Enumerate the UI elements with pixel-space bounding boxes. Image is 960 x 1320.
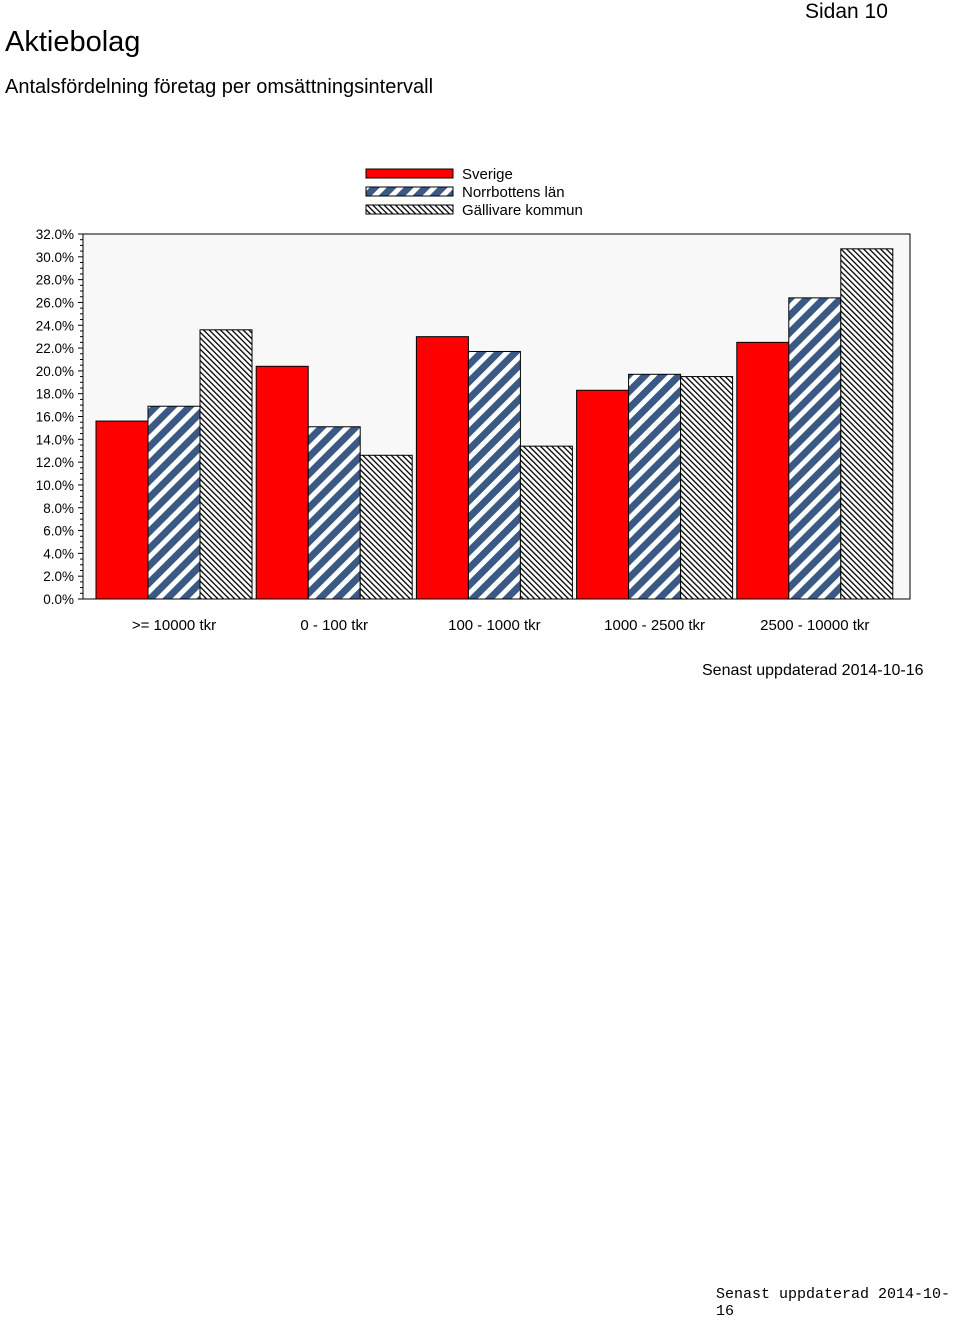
y-tick-label: 24.0% [35,318,74,334]
x-tick-label: >= 10000 tkr [131,617,217,634]
bar [200,330,252,599]
y-tick-label: 12.0% [35,455,74,471]
y-tick-label: 6.0% [43,523,74,539]
legend-swatch [366,187,453,196]
y-tick-label: 10.0% [35,477,74,493]
bar [416,337,468,599]
bar [520,446,572,599]
bar [96,421,148,599]
bar [841,249,893,599]
legend-label: Sverige [462,166,513,183]
bar [681,377,733,599]
y-tick-label: 16.0% [35,409,74,425]
chart-updated-note: Senast uppdaterad 2014-10-16 [702,662,924,679]
x-tick-label: 0 - 100 tkr [300,617,368,634]
legend-swatch [366,169,453,178]
x-tick-label: 1000 - 2500 tkr [604,617,706,634]
bar [360,455,412,599]
y-tick-label: 8.0% [43,500,74,516]
y-tick-label: 32.0% [35,227,74,242]
y-axis [36,227,83,607]
legend-label: Norrbottens län [462,184,565,201]
page-title: Aktiebolag [5,26,141,58]
y-tick-label: 26.0% [35,295,74,311]
bar [629,374,681,599]
bar [737,342,789,599]
footer-updated-note: Senast uppdaterad 2014-10-16 [716,1286,951,1320]
bar [577,390,629,599]
y-tick-label: 2.0% [43,569,74,585]
y-tick-label: 18.0% [35,386,74,402]
page-number: Sidan 10 [805,0,888,23]
y-tick-label: 30.0% [35,249,74,265]
y-tick-label: 14.0% [35,432,74,448]
x-axis [132,617,870,634]
y-tick-label: 0.0% [43,592,74,607]
page-subtitle: Antalsfördelning företag per omsättningsintervall [5,76,434,98]
y-tick-label: 20.0% [35,363,74,379]
bar-chart [0,150,960,650]
y-tick-label: 28.0% [35,272,74,288]
y-tick-label: 22.0% [35,341,74,357]
bar [256,366,308,599]
bar [308,427,360,599]
x-tick-label: 100 - 1000 tkr [448,617,541,634]
bar [468,351,520,599]
legend-label: Gällivare kommun [462,202,583,219]
bar [789,298,841,599]
x-tick-label: 2500 - 10000 tkr [760,617,870,634]
bar [148,406,200,599]
legend-swatch [366,205,453,214]
chart-legend [366,166,583,219]
y-tick-label: 4.0% [43,546,74,562]
